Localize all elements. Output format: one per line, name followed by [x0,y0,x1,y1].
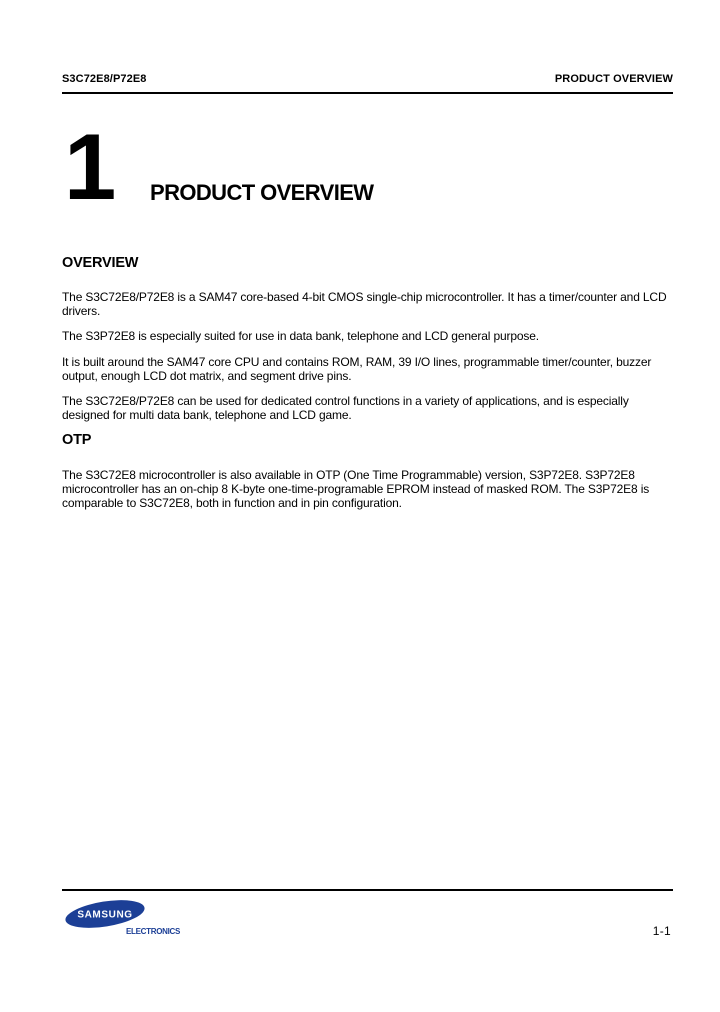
chapter-title: PRODUCT OVERVIEW [150,180,374,205]
samsung-logo [64,899,146,929]
running-header-left: S3C72E8/P72E8 [62,73,147,85]
running-header-right: PRODUCT OVERVIEW [554,73,673,85]
section-heading-otp: OTP [62,432,92,448]
page-number: 1-1 [652,924,671,938]
otp-paragraph-1: The S3C72E8 microcontroller is also available in OTP (One Time Programmable) version, S3P72E8. S3P72E8 microcontroller has an on-chip 8 K-byte one-time-programable EPROM instead of masked ROM. The S3P72E8 is comparable to S3C72E8, both in function and in pin configuration. [62,468,650,510]
overview-paragraph-2: The S3P72E8 is especially suited for use in data bank, telephone and LCD general purpose. [62,329,539,343]
overview-paragraph-1: The S3C72E8/P72E8 is a SAM47 core-based 4-bit CMOS single-chip microcontroller. It has a timer/counter and LCD drivers. [62,290,667,318]
header-rule [62,92,673,94]
footer-rule [62,889,673,891]
logo-subtext: ELECTRONICS [126,927,181,936]
overview-paragraph-4: The S3C72E8/P72E8 can be used for dedicated control functions in a variety of applications, and is especially designed for multi data bank, telephone and LCD game. [62,394,629,422]
chapter-number: 1 [64,114,115,219]
logo-text: SAMSUNG [77,909,133,921]
overview-paragraph-3: It is built around the SAM47 core CPU and contains ROM, RAM, 39 I/O lines, programmable timer/counter, buzzer output, enough LCD dot matrix, and segment drive pins. [62,355,652,383]
section-heading-overview: OVERVIEW [62,255,139,271]
